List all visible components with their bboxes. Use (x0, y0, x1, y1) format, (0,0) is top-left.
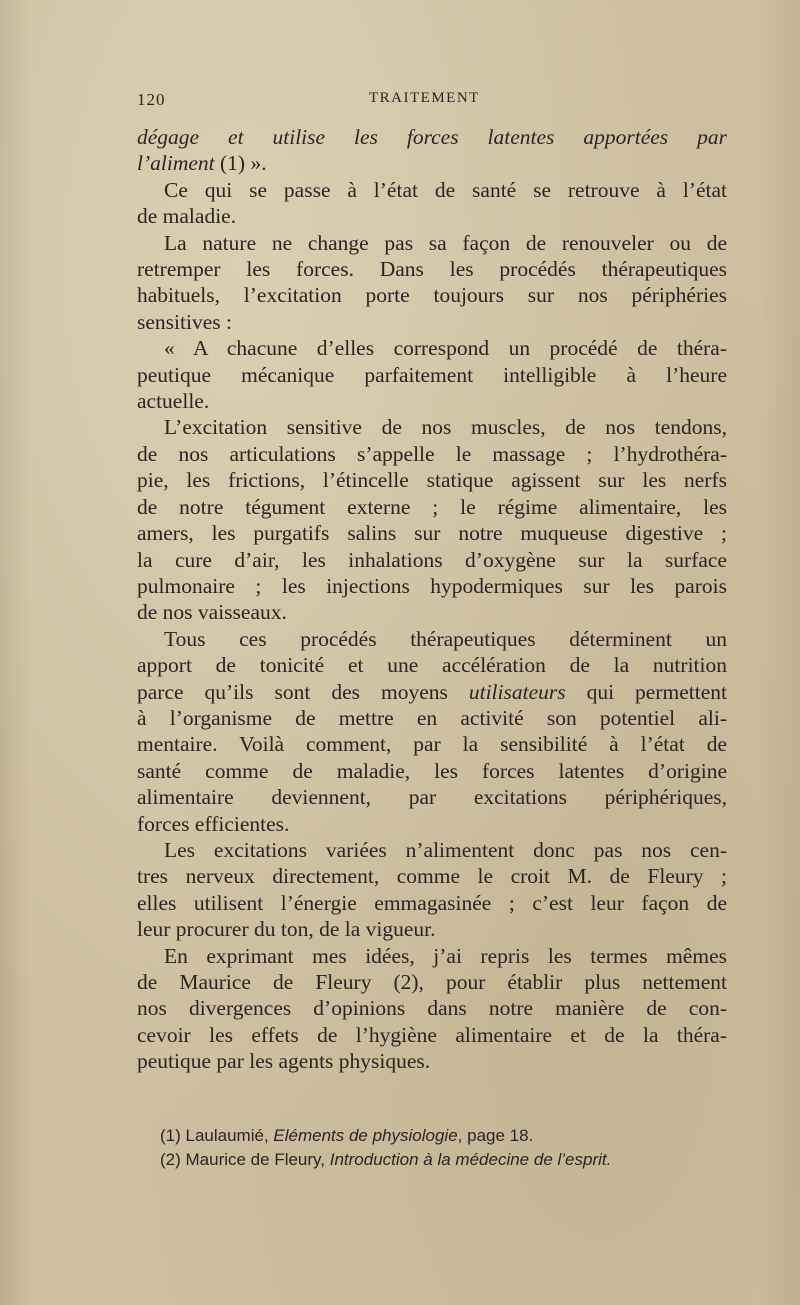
text-line: tres nerveux directement, comme le croit M. de Fleury ; (137, 864, 727, 889)
italic-word: utilisateurs (468, 679, 566, 704)
footnote-2 (160, 1148, 750, 1172)
text-line: leur procurer du ton, de la vigueur. (137, 917, 436, 942)
footnotes (160, 1124, 750, 1172)
footnote-italic: Introduction à la médecine de l’esprit. (329, 1150, 612, 1169)
text-line: à l’organisme de mettre en activité son potentiel ali- (137, 705, 727, 730)
text-line: la cure d’air, les inhalations d’oxygène sur la surface (137, 547, 727, 572)
running-title: TRAITEMENT (369, 90, 480, 106)
text-line (137, 679, 727, 705)
text-line: sensitives : (137, 309, 232, 334)
italic-word: l’aliment (137, 151, 215, 176)
text-line: « A chacune d’elles correspond un procédé de théra- (164, 336, 727, 361)
text-line: Tous ces procédés thérapeutiques déterminent un (164, 626, 727, 651)
text-line: pie, les frictions, l’étincelle statique agissent sur les nerfs (137, 468, 727, 493)
text-line: santé comme de maladie, les forces latentes d’origine (137, 758, 727, 783)
page-number: 120 (137, 90, 166, 109)
text-line: En exprimant mes idées, j’ai repris les termes mêmes (164, 943, 727, 968)
footnote-text: (2) Maurice de Fleury, (160, 1150, 330, 1169)
text-line: L’excitation sensitive de nos muscles, de nos tendons, (164, 415, 727, 440)
text-fragment: (1) ». (214, 151, 267, 176)
text-line: apport de tonicité et une accélération de la nutrition (137, 653, 727, 678)
text-line: peutique par les agents physiques. (137, 1049, 431, 1074)
text-line: alimentaire deviennent, par excitations périphériques, (137, 785, 727, 810)
text-fragment: parce qu’ils sont des moyens (137, 679, 469, 704)
text-line: cevoir les effets de l’hygiène alimentaire et de la théra- (137, 1022, 727, 1047)
body-text (137, 124, 727, 1075)
text-line: peutique mécanique parfaitement intelligible à l’heure (137, 362, 727, 387)
text-line: habituels, l’excitation porte toujours sur nos périphéries (137, 283, 727, 308)
footnote-italic: Eléments de physiologie (273, 1126, 458, 1145)
text-line: forces efficientes. (137, 811, 290, 836)
text-line: de nos articulations s’appelle le massage ; l’hydrothéra- (137, 441, 727, 466)
text-line: dégage et utilise les forces latentes apportées par (137, 125, 727, 149)
footnote-text: (1) Laulaumié, (160, 1126, 274, 1145)
text-line: elles utilisent l’énergie emmagasinée ; c’est leur façon de (137, 890, 727, 915)
text-line: retremper les forces. Dans les procédés thérapeutiques (137, 257, 727, 282)
text-line: amers, les purgatifs salins sur notre muqueuse digestive ; (137, 521, 727, 546)
text-line: de notre tégument externe ; le régime alimentaire, les (137, 494, 727, 519)
footnote-text: , page 18. (457, 1126, 534, 1145)
text-line: La nature ne change pas sa façon de renouveler ou de (164, 230, 727, 255)
page-header (137, 90, 727, 112)
text-line: Ce qui se passe à l’état de santé se retrouve à l’état (164, 177, 727, 202)
text-line: Les excitations variées n’alimentent donc pas nos cen- (164, 837, 727, 862)
text-line (137, 150, 727, 176)
text-line: pulmonaire ; les injections hypodermiques sur les parois (137, 573, 727, 598)
text-line: nos divergences d’opinions dans notre manière de con- (137, 996, 727, 1021)
text-line: mentaire. Voilà comment, par la sensibilité à l’état de (137, 732, 727, 757)
text-line: de Maurice de Fleury (2), pour établir plus nettement (137, 970, 727, 994)
footnote-1 (160, 1124, 750, 1148)
text-line: de nos vaisseaux. (137, 600, 287, 625)
text-fragment: qui permettent (565, 679, 727, 704)
text-line: de maladie. (137, 204, 237, 229)
text-line: actuelle. (137, 389, 210, 414)
